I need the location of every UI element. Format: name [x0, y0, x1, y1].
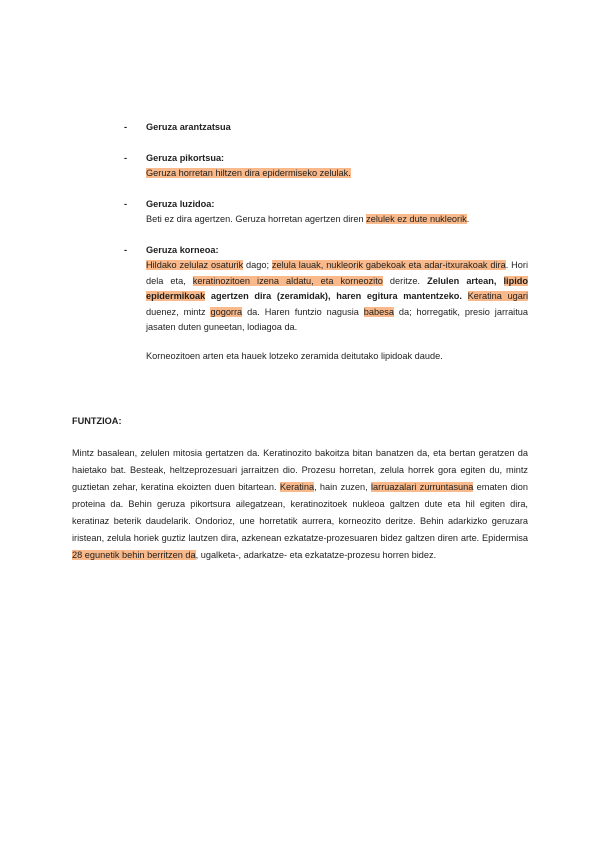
body-text: Mintz basalean, zelulen mitosia gertatzen da. Keratinozito bakoitza bitan banatzen da, eta bertan geratzen da haietako bat. Besteak, heltzeprozesuari jarraitzen dio. Prozesu horretan, zelula horrek gora egiten du, mintz guztietan zehar, keratina ekoizten duen bitartean.	[72, 448, 528, 492]
section-note	[146, 349, 528, 365]
highlighted-text: 28 egunetik behin berritzen da	[72, 550, 196, 560]
highlighted-text: babesa	[363, 306, 394, 317]
body-text: , ugalketa-, adarkatze- eta ezkatatze-prozesu horren bidez.	[195, 550, 437, 560]
section-heading: Geruza korneoa:	[146, 245, 219, 255]
section-heading: Geruza pikortsua:	[146, 153, 225, 163]
section-body	[146, 166, 528, 182]
section-heading: Geruza arantzatsua	[146, 122, 231, 132]
funtzioa-paragraph	[72, 445, 528, 564]
bullet-dash: -	[124, 199, 128, 209]
bullet-dash: -	[124, 122, 128, 132]
highlighted-text: zelulek ez dute nukleorik	[366, 214, 467, 224]
note-text: Korneozitoen arten eta hauek lotzeko zeramida deitutako lipidoak daude.	[146, 351, 443, 361]
highlighted-text: gogorra	[210, 306, 243, 317]
body-text: da; horregatik, presio jarraitua jasaten duten guneetan, lodiagoa da.	[146, 306, 528, 332]
highlighted-text: Geruza horretan hiltzen dira epidermiseko zelulak.	[146, 168, 351, 178]
bold-text: Zelulen artean,	[427, 275, 504, 286]
body-text: deritze.	[382, 275, 428, 286]
body-text: . Hori dela eta,	[146, 260, 529, 286]
body-text: .	[466, 214, 470, 224]
body-text: Beti ez dira agertzen. Geruza horretan agertzen diren	[146, 214, 367, 224]
body-text	[462, 291, 468, 301]
body-text: ematen dion proteina da. Behin geruza pikortsura ailegatzean, keratinozitoek nukleoa galtzen dute eta hil egiten dira, keratinaz beterik daudelarik. Ondorioz, une horretatik aurrera, korneozito deritze. Behin adarkizko geruzara iristean, zelula horiek guztiz lautzen dira, azkenean ezkatatze-prozesuaren bidez galtzen diren arte. Epidermisa	[72, 482, 529, 543]
highlighted-text: keratinozitoen izena aldatu, eta korneozito	[192, 275, 383, 286]
body-text: duenez, mintz	[146, 306, 211, 317]
section-body	[146, 212, 528, 228]
funtzioa-heading: FUNTZIOA:	[72, 416, 122, 426]
bold-text: agertzen dira (zeramidak), haren egitura mantentzeko.	[205, 291, 462, 301]
body-text: dago;	[243, 260, 272, 270]
highlighted-text: Hildako zelulaz osaturik	[146, 260, 244, 270]
highlighted-text: Keratina	[279, 482, 315, 492]
highlighted-bold-text: lipido epidermikoak	[146, 275, 528, 301]
highlighted-text: zelula lauak, nukleorik gabekoak eta adar-itxurakoak dira	[271, 260, 506, 270]
body-text: , hain zuzen,	[314, 482, 371, 492]
highlighted-text: larruazalari zurruntasuna	[370, 482, 474, 492]
section-heading: Geruza luzidoa:	[146, 199, 215, 209]
section-body	[146, 258, 528, 336]
bullet-dash: -	[124, 153, 128, 163]
bullet-dash: -	[124, 245, 128, 255]
highlighted-text: Keratina ugari	[467, 291, 528, 301]
body-text: da. Haren funtzio nagusia	[242, 306, 364, 317]
